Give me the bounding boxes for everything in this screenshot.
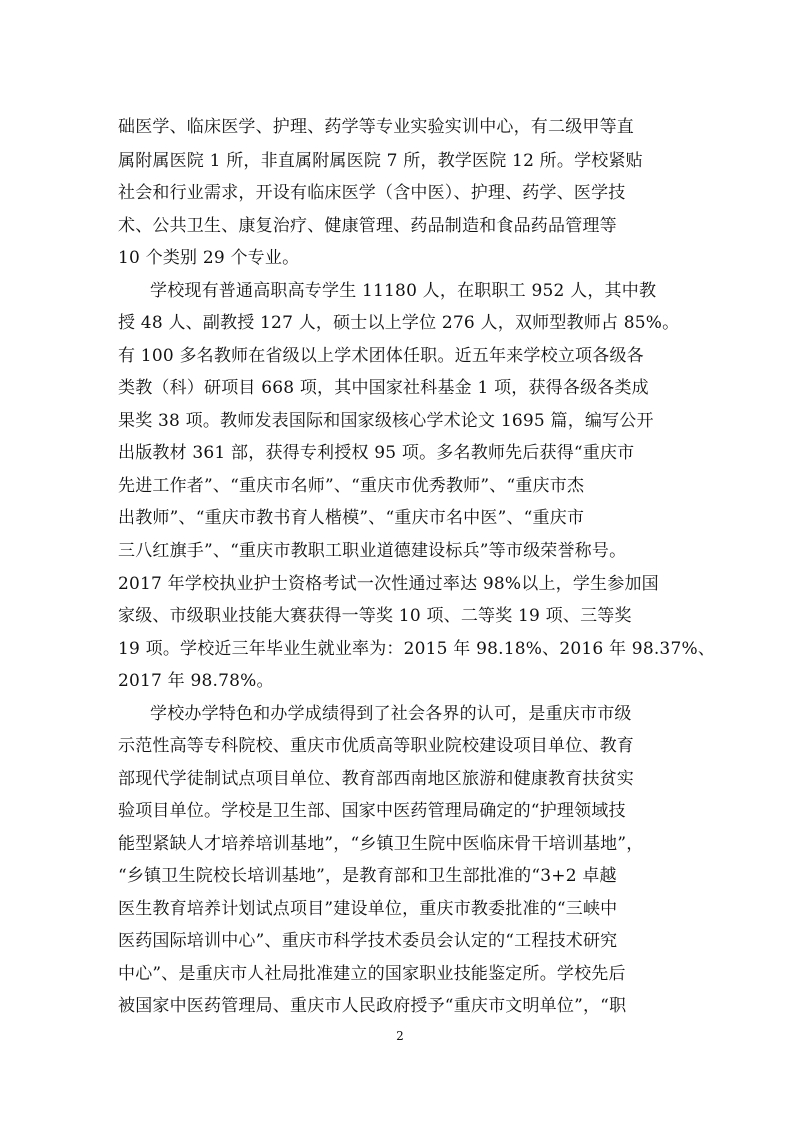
text-line: 三八红旗手”、“重庆市教职工职业道德建设标兵”等市级荣誉称号。 <box>118 541 627 561</box>
text-line: 属附属医院 1 所，非直属附属医院 7 所，教学医院 12 所。学校紧贴 <box>118 151 643 171</box>
text-line: 验项目单位。学校是卫生部、国家中医药管理局确定的“护理领域技 <box>118 801 626 821</box>
text-line: 中心”、是重庆市人社局批准建立的国家职业技能鉴定所。学校先后 <box>118 964 626 984</box>
page-number: 2 <box>396 1029 404 1043</box>
text-line: 类教（科）研项目 668 项，其中国家社科基金 1 项，获得各级各类成 <box>118 378 649 398</box>
paragraph-start-line: 学校现有普通高职高专学生 11180 人，在职职工 952 人，其中教 <box>150 281 657 301</box>
text-line: 础医学、临床医学、护理、药学等专业实验实训中心，有二级甲等直 <box>118 117 634 137</box>
text-line: 医药国际培训中心”、重庆市科学技术委员会认定的“工程技术研究 <box>118 931 618 951</box>
text-line: 能型紧缺人才培养培训基地”，“乡镇卫生院中医临床骨干培训基地”， <box>118 834 644 854</box>
text-line: 2017 年 98.78%。 <box>118 671 274 691</box>
text-line: 19 项。学校近三年毕业生就业率为：2015 年 98.18%、2016 年 98.37%、 <box>118 639 716 659</box>
text-line: 10 个类别 29 个专业。 <box>118 248 300 268</box>
text-line: “乡镇卫生院校长培训基地”，是教育部和卫生部批准的“3+2 卓越 <box>118 866 617 886</box>
text-line: 示范性高等专科院校、重庆市优质高等职业院校建设项目单位、教育 <box>118 736 634 756</box>
text-line: 被国家中医药管理局、重庆市人民政府授予“重庆市文明单位”，“职 <box>118 996 627 1016</box>
text-line: 家级、市级职业技能大赛获得一等奖 10 项、二等奖 19 项、三等奖 <box>118 606 632 626</box>
text-line: 社会和行业需求，开设有临床医学（含中医）、护理、药学、医学技 <box>118 183 626 203</box>
text-line: 出版教材 361 部，获得专利授权 95 项。多名教师先后获得“重庆市 <box>118 443 635 463</box>
text-line: 医生教育培养计划试点项目”建设单位，重庆市教委批准的“三峡中 <box>118 899 618 919</box>
text-line: 有 100 多名教师在省级以上学术团体任职。近五年来学校立项各级各 <box>118 346 644 366</box>
text-line: 授 48 人、副教授 127 人，硕士以上学位 276 人，双师型教师占 85%。 <box>118 313 680 333</box>
text-line: 先进工作者”、“重庆市名师”、“重庆市优秀教师”、“重庆市杰 <box>118 476 585 496</box>
text-line: 2017 年学校执业护士资格考试一次性通过率达 98%以上，学生参加国 <box>118 574 659 594</box>
paragraph-start-line: 学校办学特色和办学成绩得到了社会各界的认可，是重庆市市级 <box>150 704 632 724</box>
text-line: 术、公共卫生、康复治疗、健康管理、药品制造和食品药品管理等 <box>118 216 617 236</box>
text-line: 出教师”、“重庆市教书育人楷模”、“重庆市名中医”、“重庆市 <box>118 508 585 528</box>
text-line: 部现代学徒制试点项目单位、教育部西南地区旅游和健康教育扶贫实 <box>118 769 634 789</box>
text-line: 果奖 38 项。教师发表国际和国家级核心学术论文 1695 篇，编写公开 <box>118 411 654 431</box>
